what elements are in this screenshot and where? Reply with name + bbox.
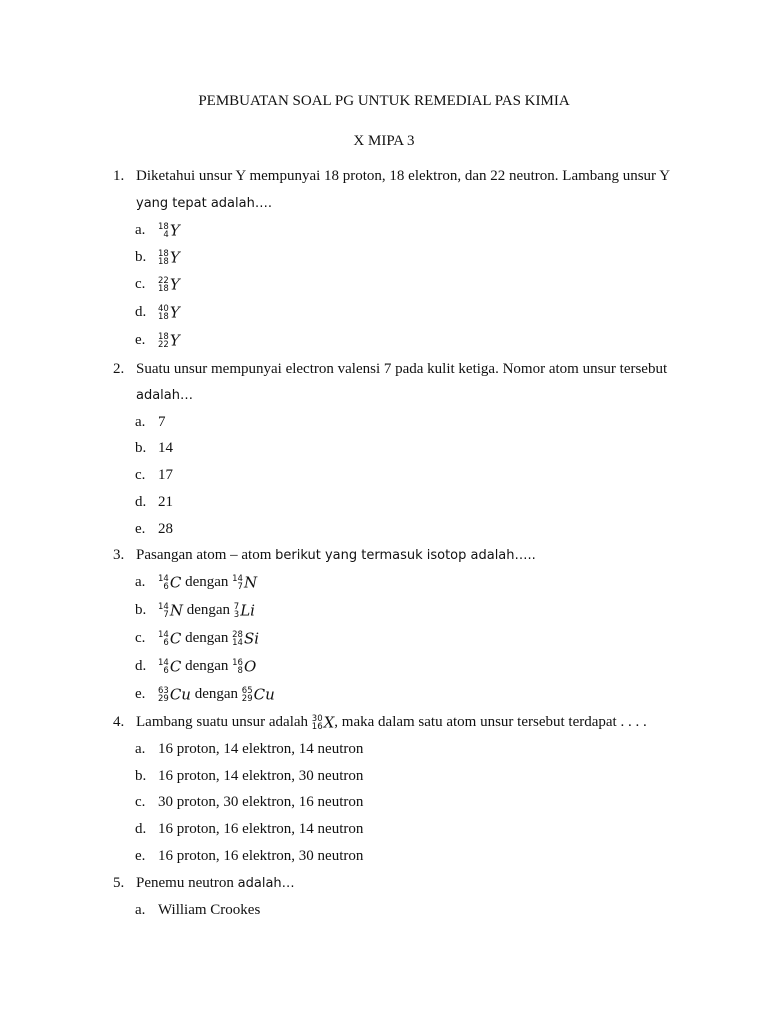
atomic-number: 8 — [237, 665, 243, 676]
question-text — [136, 712, 647, 733]
isotope-notation — [158, 656, 181, 677]
element-symbol: X — [323, 713, 335, 732]
mass-number: 18 — [158, 331, 169, 342]
question-text-continued: yang tepat adalah…. — [136, 196, 272, 211]
option-letter: a. — [135, 902, 146, 918]
mass-number: 28 — [232, 629, 243, 640]
option-letter: e. — [135, 521, 146, 537]
isotope-notation — [158, 274, 180, 295]
mass-number: 14 — [158, 657, 169, 668]
option-letter: a. — [135, 574, 146, 590]
mass-number: 30 — [311, 713, 323, 724]
isotope-notation — [232, 572, 257, 593]
option-text: 16 proton, 16 elektron, 30 neutron — [158, 848, 364, 864]
option-text: 16 proton, 16 elektron, 14 neutron — [158, 821, 364, 837]
atomic-number: 18 — [158, 283, 169, 294]
question-text-continued: adalah… — [136, 388, 194, 403]
option-letter: b. — [135, 249, 147, 265]
atomic-number: 14 — [232, 637, 243, 648]
element-symbol: Y — [169, 248, 180, 267]
option-letter: c. — [135, 467, 146, 483]
isotope-notation — [242, 684, 275, 705]
option-text: 30 proton, 30 elektron, 16 neutron — [158, 794, 364, 810]
question-text: Suatu unsur mempunyai electron valensi 7 pada kulit ketiga. Nomor atom unsur tersebut — [136, 361, 668, 377]
element-symbol: O — [243, 657, 257, 676]
atomic-number: 7 — [237, 581, 243, 592]
question-text — [136, 545, 536, 566]
element-symbol: Y — [169, 303, 180, 322]
isotope-notation — [158, 330, 180, 351]
option-text: 14 — [158, 440, 173, 456]
isotope-notation — [158, 302, 180, 323]
option-letter: b. — [135, 768, 147, 784]
question-number: 3. — [113, 547, 125, 563]
question-text-part: berikut yang termasuk isotop adalah….. — [275, 548, 536, 563]
mass-number: 18 — [158, 248, 169, 259]
option-text: 16 proton, 14 elektron, 14 neutron — [158, 741, 364, 757]
atomic-number: 18 — [158, 311, 169, 322]
option-text — [158, 572, 257, 593]
mass-number: 14 — [158, 629, 169, 640]
question-text-part: adalah… — [237, 876, 295, 891]
element-symbol: Cu — [169, 685, 191, 704]
question-number: 5. — [113, 875, 125, 891]
isotope-notation — [312, 712, 335, 733]
atomic-number: 22 — [158, 339, 169, 350]
element-symbol: Li — [240, 601, 255, 620]
question-number: 2. — [113, 361, 125, 377]
isotope-notation — [232, 656, 256, 677]
atomic-number: 6 — [163, 581, 169, 592]
connector-text: dengan — [185, 574, 229, 590]
atomic-number: 6 — [163, 665, 169, 676]
option-text: 17 — [158, 467, 173, 483]
mass-number: 65 — [241, 685, 253, 696]
question-text — [136, 873, 295, 894]
element-symbol: N — [169, 601, 183, 620]
question-text-part: Pasangan atom – atom — [136, 547, 272, 563]
option-letter: c. — [135, 630, 146, 646]
atomic-number: 6 — [163, 637, 169, 648]
option-letter: c. — [135, 276, 146, 292]
connector-text: dengan — [185, 658, 229, 674]
option-text — [158, 628, 259, 649]
connector-text: dengan — [194, 686, 239, 702]
mass-number: 40 — [158, 303, 169, 314]
option-letter: d. — [135, 304, 147, 320]
option-letter: d. — [135, 658, 147, 674]
isotope-notation — [158, 220, 180, 241]
atomic-number: 16 — [311, 721, 323, 732]
connector-text: dengan — [185, 630, 229, 646]
question-text-part: Penemu neutron — [136, 875, 234, 891]
connector-text: dengan — [186, 602, 231, 618]
isotope-notation — [234, 600, 255, 621]
question-text-part: , maka dalam satu atom unsur tersebut terdapat . . . . — [334, 714, 647, 730]
isotope-notation — [158, 247, 180, 268]
option-letter: e. — [135, 686, 146, 702]
isotope-notation — [158, 628, 181, 649]
option-text — [158, 684, 275, 705]
option-letter: a. — [135, 222, 146, 238]
atomic-number: 29 — [241, 693, 253, 704]
mass-number: 14 — [158, 573, 169, 584]
mass-number: 63 — [158, 685, 169, 696]
atomic-number: 7 — [163, 609, 169, 620]
option-letter: a. — [135, 414, 146, 430]
element-symbol: C — [169, 657, 182, 676]
element-symbol: Cu — [253, 685, 275, 704]
element-symbol: Y — [169, 275, 180, 294]
mass-number: 14 — [232, 573, 243, 584]
element-symbol: Y — [169, 221, 180, 240]
isotope-notation — [158, 572, 181, 593]
element-symbol: C — [169, 629, 182, 648]
question-number: 4. — [113, 714, 125, 730]
option-letter: d. — [135, 494, 147, 510]
option-letter: b. — [135, 602, 147, 618]
option-letter: a. — [135, 741, 146, 757]
class-subtitle: X MIPA 3 — [353, 133, 415, 149]
option-text: 16 proton, 14 elektron, 30 neutron — [158, 768, 364, 784]
document-title: PEMBUATAN SOAL PG UNTUK REMEDIAL PAS KIMIA — [198, 93, 570, 109]
option-text: 7 — [158, 414, 166, 430]
atomic-number: 4 — [163, 229, 169, 240]
question-number: 1. — [113, 168, 125, 184]
mass-number: 16 — [232, 657, 243, 668]
mass-number: 22 — [158, 275, 169, 286]
element-symbol: Si — [243, 629, 260, 648]
option-letter: b. — [135, 440, 147, 456]
option-letter: c. — [135, 794, 146, 810]
atomic-number: 29 — [158, 693, 169, 704]
option-text: William Crookes — [158, 902, 261, 918]
option-letter: e. — [135, 848, 146, 864]
element-symbol: Y — [169, 331, 180, 350]
element-symbol: N — [243, 573, 258, 592]
mass-number: 14 — [158, 601, 169, 612]
question-text-part: Lambang suatu unsur adalah — [136, 714, 309, 730]
atomic-number: 3 — [233, 609, 240, 620]
isotope-notation — [158, 684, 191, 705]
question-text: Diketahui unsur Y mempunyai 18 proton, 18 elektron, dan 22 neutron. Lambang unsur Y — [136, 168, 671, 184]
option-letter: d. — [135, 821, 147, 837]
element-symbol: C — [169, 573, 182, 592]
isotope-notation — [158, 600, 183, 621]
option-letter: e. — [135, 332, 146, 348]
isotope-notation — [232, 628, 259, 649]
option-text: 28 — [158, 521, 173, 537]
mass-number: 7 — [233, 601, 240, 612]
option-text — [158, 600, 255, 621]
option-text — [158, 656, 256, 677]
option-text: 21 — [158, 494, 173, 510]
atomic-number: 18 — [158, 256, 169, 267]
mass-number: 18 — [158, 221, 169, 232]
